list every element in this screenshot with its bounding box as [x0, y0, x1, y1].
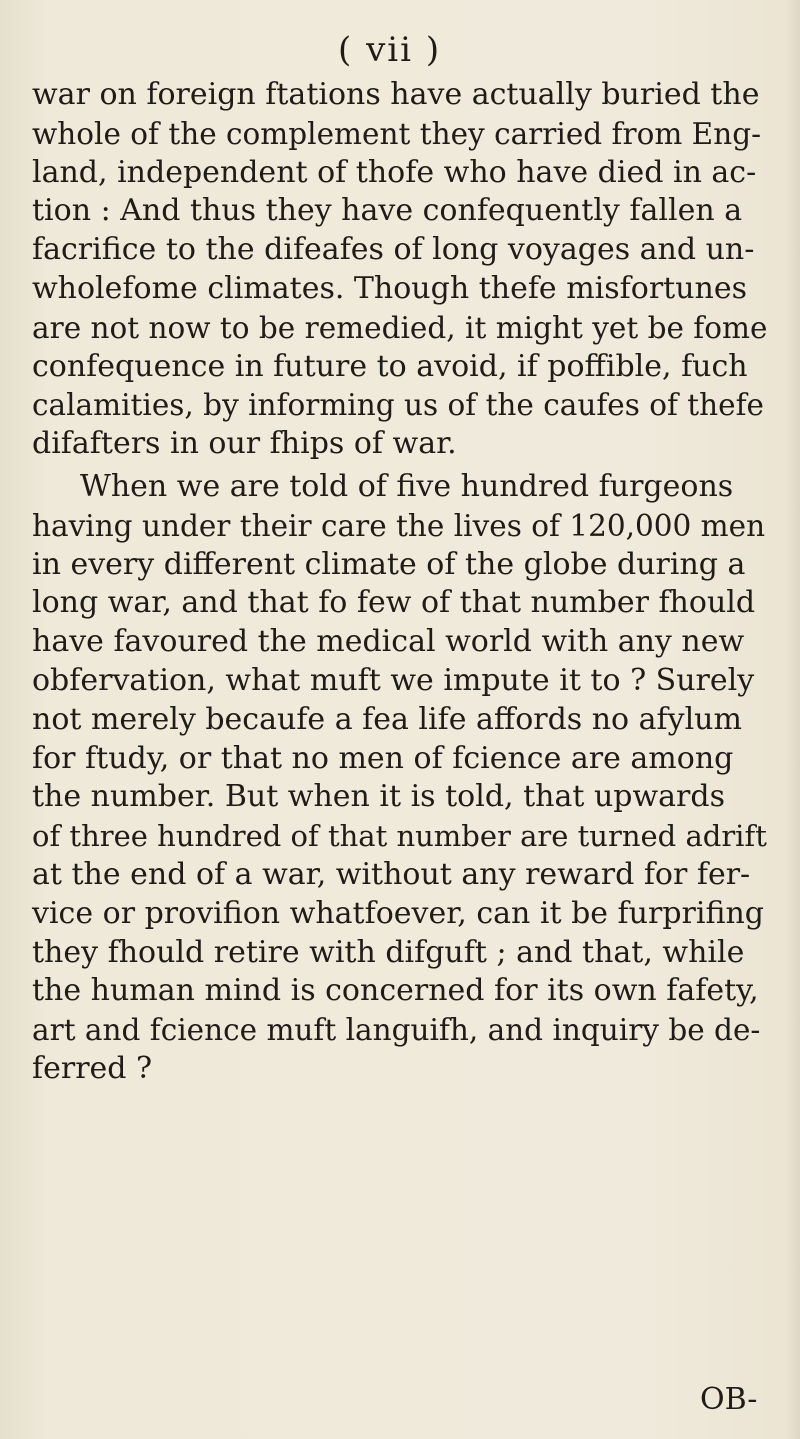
text-line: whole of the complement they carried from Eng-	[32, 116, 762, 151]
text-line: they fhould retire with difguft ; and that, while	[32, 934, 745, 970]
text-line: vice or provifion whatfoever, can it be furprifing	[32, 895, 764, 931]
text-line: not merely becaufe a fea life affords no afylum	[32, 701, 742, 737]
catchword: OB-	[700, 1382, 758, 1417]
text-line: having under their care the lives of 120,000 men	[32, 508, 766, 543]
text-line: confequence in future to avoid, if poffible, fuch	[32, 348, 748, 384]
text-line: difafters in our fhips of war.	[32, 426, 457, 462]
text-line: war on foreign ftations have actually buried the	[32, 77, 760, 112]
text-line: in every different climate of the globe during a	[32, 546, 746, 582]
text-line: facrifice to the difeafes of long voyages and un-	[32, 232, 755, 268]
text-line: are not now to be remedied, it might yet be fome	[32, 310, 768, 345]
text-line: have favoured the medical world with any new	[32, 624, 745, 660]
text-line: tion : And thus they have confequently fallen a	[32, 193, 743, 229]
paragraph-1	[32, 76, 772, 464]
text-line: calamities, by informing us of the caufes of thefe	[32, 388, 764, 423]
text-block	[32, 76, 772, 1089]
text-line: long war, and that fo few of that number fhould	[32, 585, 756, 621]
text-line: art and fcience muft languifh, and inquiry be de-	[32, 1013, 761, 1048]
text-line: at the end of a war, without any reward for fer-	[32, 856, 751, 892]
text-line: of three hundred of that number are turned adrift	[32, 819, 767, 854]
text-line: wholefome climates. Though thefe misfortunes	[32, 270, 748, 306]
text-line: land, independent of thofe who have died in ac-	[32, 154, 757, 190]
text-line: ferred ?	[32, 1050, 153, 1086]
page-edge-shadow	[786, 0, 800, 1439]
paragraph-2	[32, 468, 772, 1089]
text-line: for ftudy, or that no men of fcience are among	[32, 740, 734, 776]
text-line: the human mind is concerned for its own fafety,	[32, 973, 759, 1009]
text-line: obfervation, what muft we impute it to ? Surely	[32, 662, 755, 698]
text-line: When we are told of five hundred furgeons	[80, 468, 734, 504]
page-number: ( vii )	[338, 30, 442, 70]
text-line: the number. But when it is told, that upwards	[32, 779, 725, 815]
